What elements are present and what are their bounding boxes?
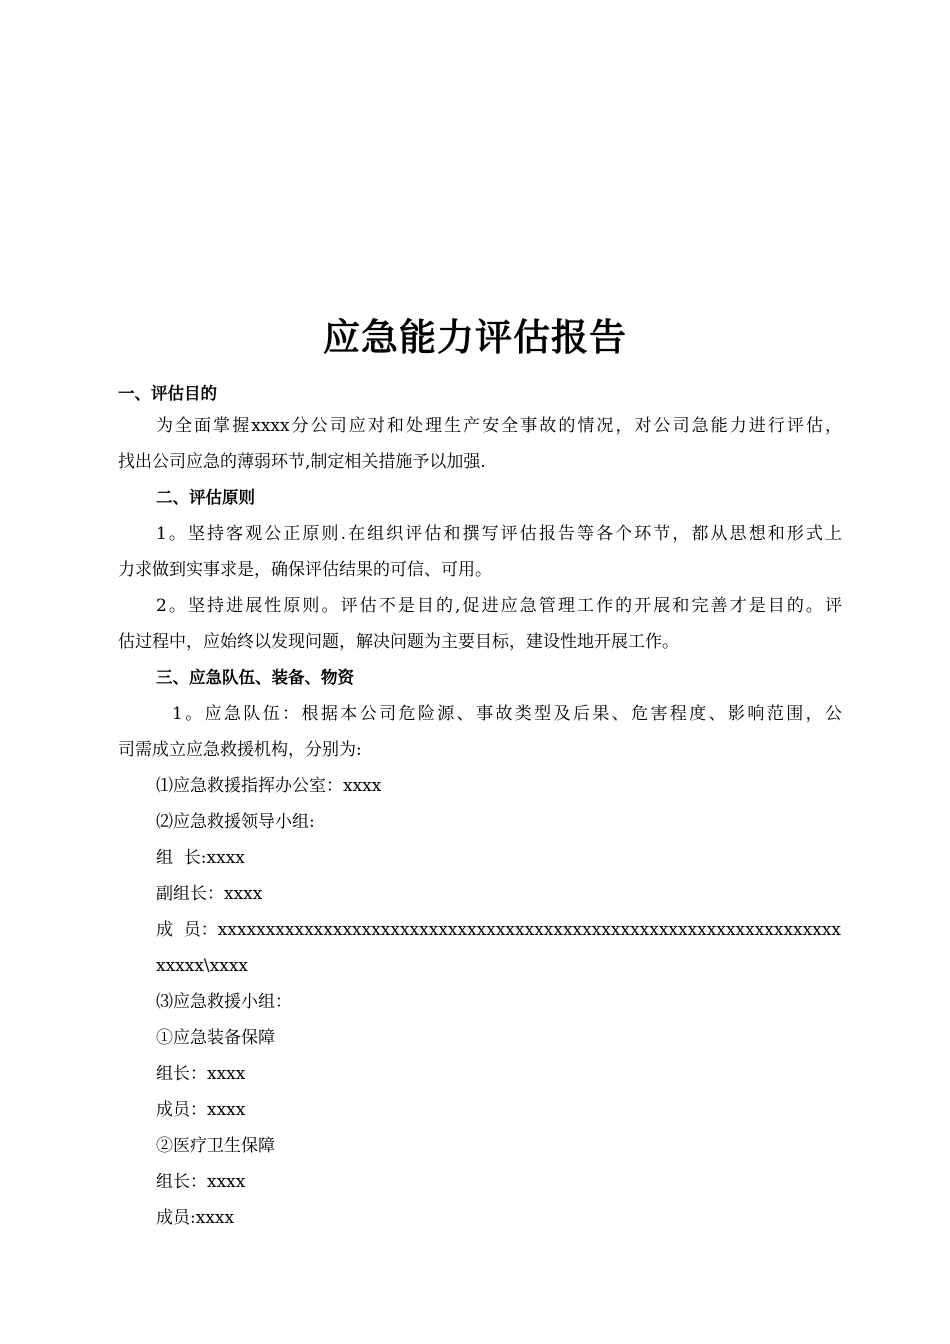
section-heading-purpose: 一、评估目的 (118, 384, 217, 403)
list-item: 组长：xxxx (156, 1172, 246, 1192)
document-title: 应急能力评估报告 (323, 316, 627, 359)
paragraph-line: 司需成立应急救援机构，分别为: (118, 740, 362, 760)
list-item-members: 成 员：xxxxxxxxxxxxxxxxxxxxxxxxxxxxxxxxxxxxxxxxxxxxxxxxxxxxxxxxxxxxxxxxxxxxxx\xxxx (156, 920, 841, 976)
list-item: ②医疗卫生保障 (156, 1136, 275, 1156)
list-item: ⑴应急救援指挥办公室：xxxx (156, 776, 382, 796)
list-item: 成员：xxxx (156, 1100, 246, 1120)
paragraph-line: 估过程中，应始终以发现问题，解决问题为主要目标，建设性地开展工作。 (118, 632, 679, 652)
section-heading-principles: 二、评估原则 (156, 488, 255, 507)
paragraph-line: 找出公司应急的薄弱环节,制定相关措施予以加强. (118, 452, 486, 472)
list-item: 成员:xxxx (156, 1208, 235, 1228)
paragraph-line: 为全面掌握xxxx分公司应对和处理生产安全事故的情况，对公司急能力进行评估， (156, 416, 842, 436)
list-item: ①应急装备保障 (156, 1028, 275, 1048)
list-item: ⑶应急救援小组： (156, 992, 292, 1012)
paragraph-line: 1。坚持客观公正原则.在组织评估和撰写评估报告等各个环节，都从思想和形式上 (156, 524, 842, 544)
paragraph-line: 力求做到实事求是，确保评估结果的可信、可用。 (118, 560, 492, 580)
paragraph-line: 1。应急队伍：根据本公司危险源、事故类型及后果、危害程度、影响范围，公 (172, 704, 842, 724)
list-item: 组 长:xxxx (156, 848, 245, 868)
paragraph-line: 2。坚持进展性原则。评估不是目的,促进应急管理工作的开展和完善才是目的。评 (156, 596, 842, 616)
list-item: ⑵应急救援领导小组: (156, 812, 315, 832)
list-item: 组长：xxxx (156, 1064, 246, 1084)
section-heading-resources: 三、应急队伍、装备、物资 (156, 668, 354, 687)
document-body (118, 380, 842, 1236)
list-item: 副组长：xxxx (156, 884, 263, 904)
